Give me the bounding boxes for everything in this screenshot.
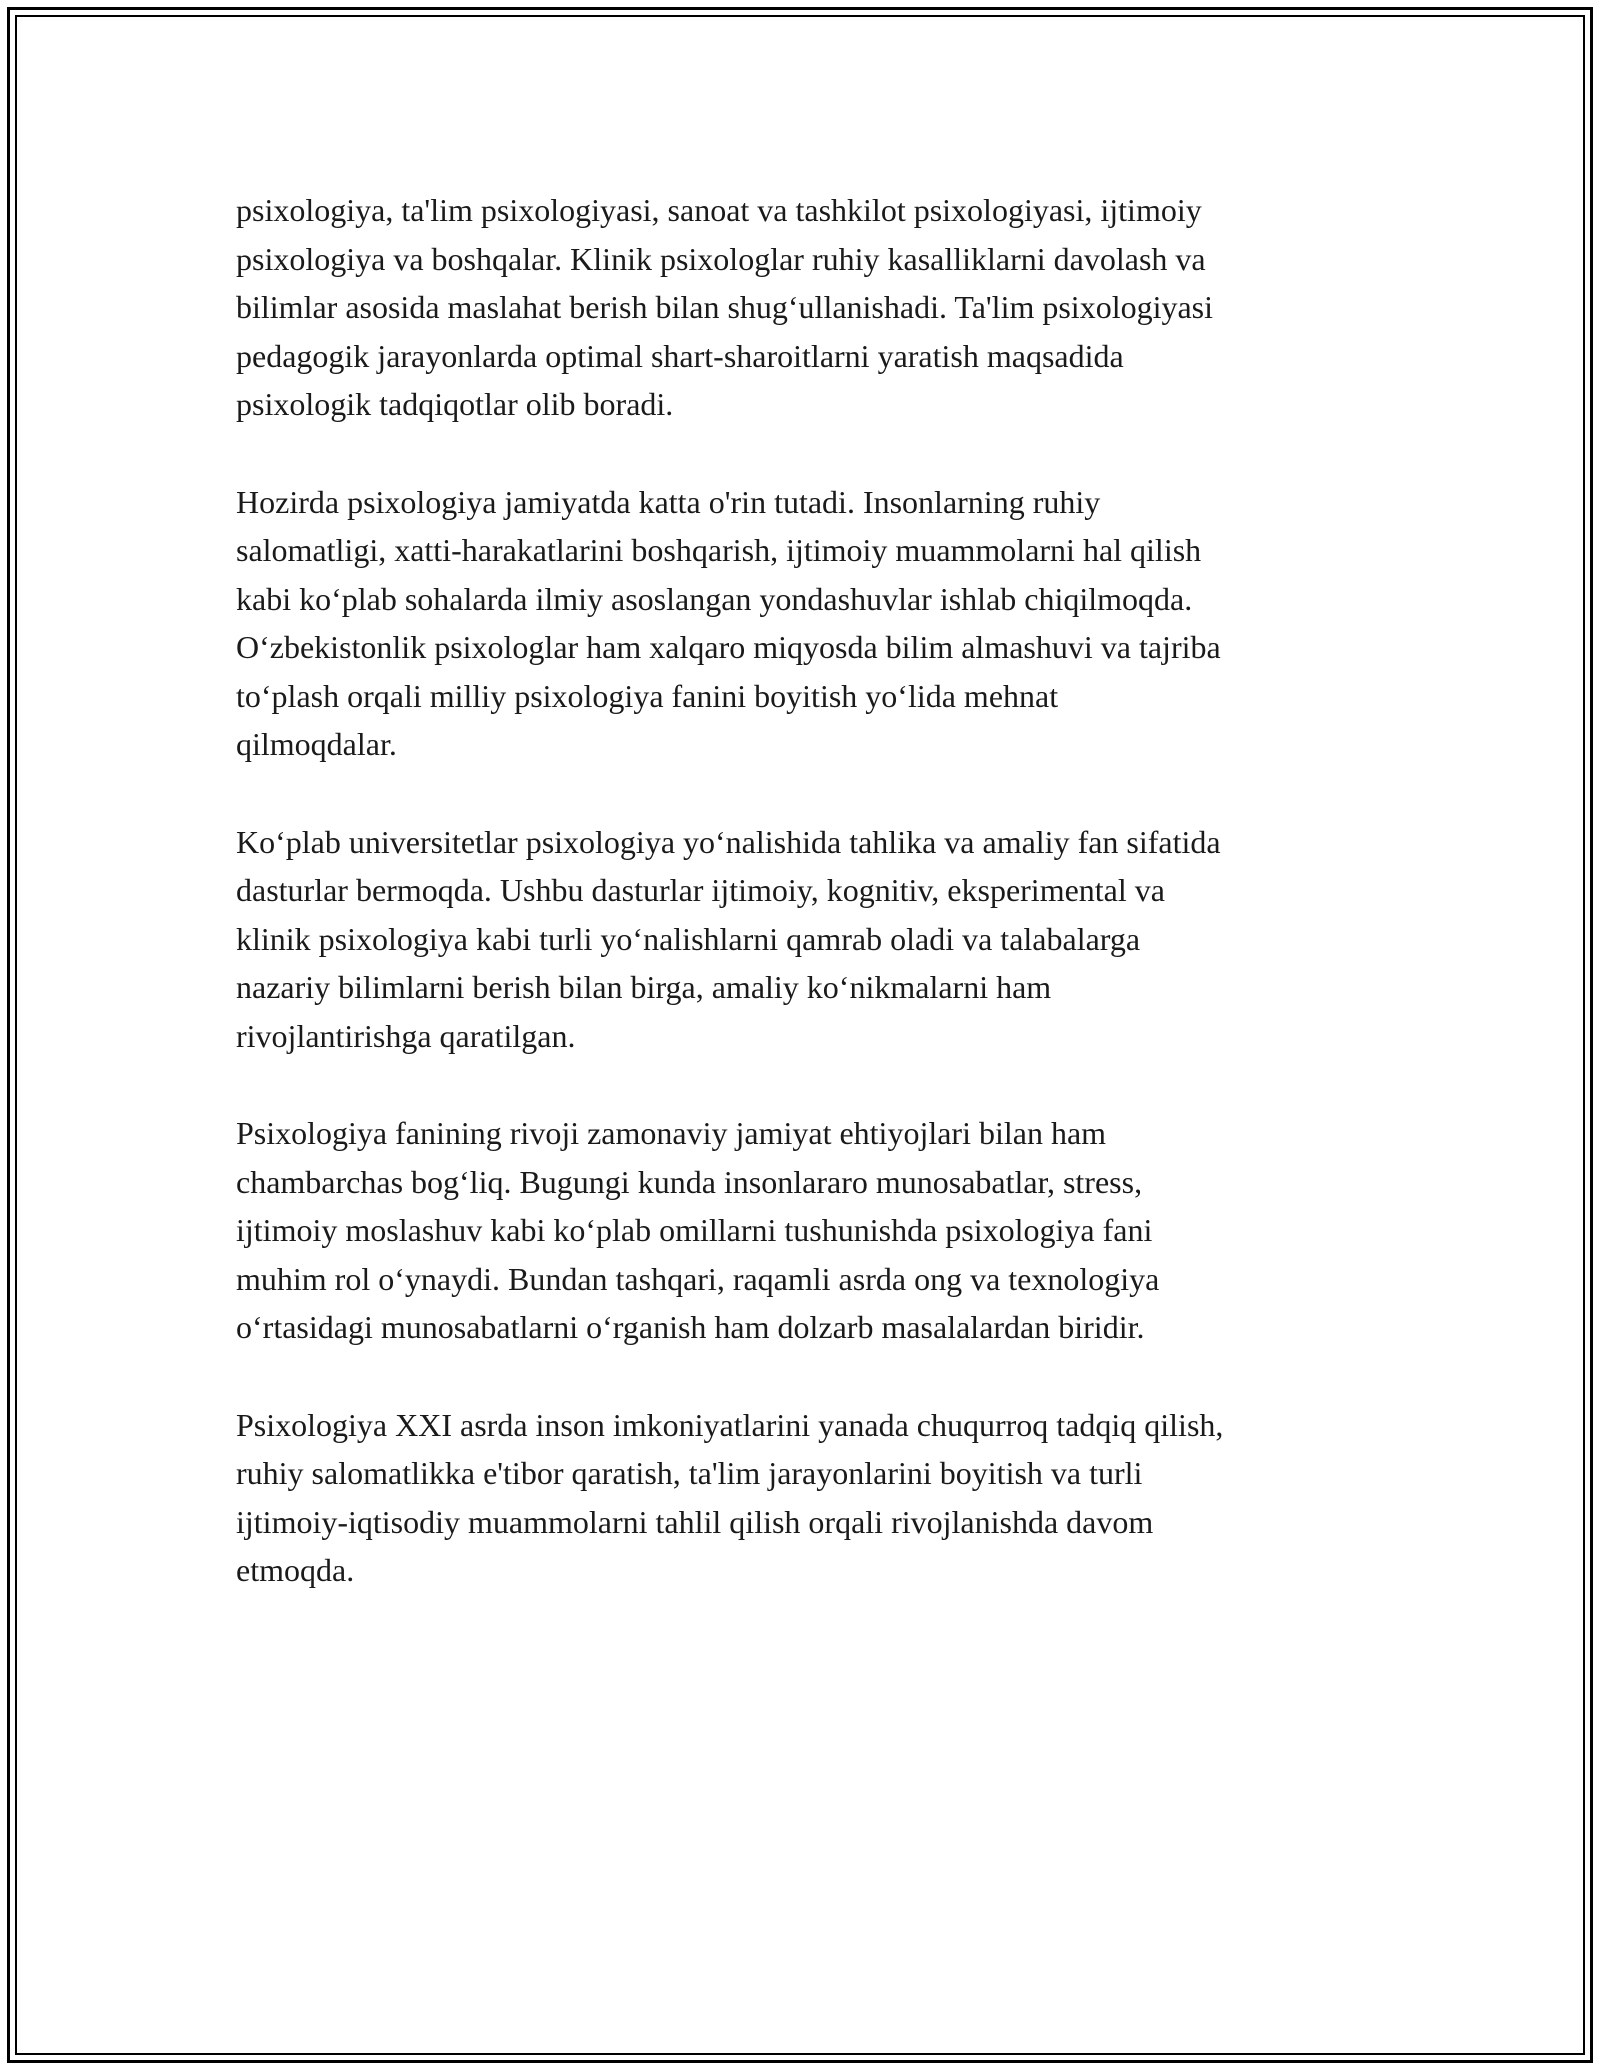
text-line: dasturlar bermoqda. Ushbu dasturlar ijtimoiy, kognitiv, eksperimental va xyxy=(236,872,1165,908)
text-line: klinik psixologiya kabi turli yo‘nalishlarni qamrab oladi va talabalarga xyxy=(236,920,1141,957)
text-line: bilimlar asosida maslahat berish bilan shug‘ullanishadi. Ta'lim psixologiyasi xyxy=(236,289,1214,325)
text-line: chambarchas bog‘liq. Bugungi kunda insonlararo munosabatlar, stress, xyxy=(236,1163,1143,1200)
text-line: etmoqda. xyxy=(236,1552,355,1588)
paragraph-4 xyxy=(236,1109,1386,1352)
text-line: muhim rol o‘ynaydi. Bundan tashqari, raqamli asrda ong va texnologiya xyxy=(236,1260,1160,1297)
text-line: psixologik tadqiqotlar olib boradi. xyxy=(236,386,674,422)
text-line: salomatligi, xatti-harakatlarini boshqarish, ijtimoiy muammolarni hal qilish xyxy=(236,532,1202,568)
document-body xyxy=(236,186,1386,1644)
text-line: rivojlantirishga qaratilgan. xyxy=(236,1017,576,1054)
paragraph-5 xyxy=(236,1401,1386,1595)
text-line: psixologiya, ta'lim psixologiyasi, sanoat va tashkilot psixologiyasi, ijtimoiy xyxy=(236,192,1202,228)
text-line: pedagogik jarayonlarda optimal shart-sharoitlarni yaratish maqsadida xyxy=(236,337,1124,374)
text-line: psixologiya va boshqalar. Klinik psixologlar ruhiy kasalliklarni davolash va xyxy=(236,240,1206,277)
paragraph-1 xyxy=(236,186,1386,429)
text-line: Psixologiya XXI asrda inson imkoniyatlarini yanada chuqurroq tadqiq qilish, xyxy=(236,1406,1224,1443)
text-line: O‘zbekistonlik psixologlar ham xalqaro miqyosda bilim almashuvi va tajriba xyxy=(236,629,1221,665)
text-line: Psixologiya fanining rivoji zamonaviy jamiyat ehtiyojlari bilan ham xyxy=(236,1115,1107,1151)
text-line: to‘plash orqali milliy psixologiya fanini boyitish yo‘lida mehnat xyxy=(236,677,1059,714)
text-line: ruhiy salomatlikka e'tibor qaratish, ta'lim jarayonlarini boyitish va turli xyxy=(236,1455,1143,1491)
paragraph-2 xyxy=(236,478,1386,769)
text-line: qilmoqdalar. xyxy=(236,726,397,762)
text-line: nazariy bilimlarni berish bilan birga, amaliy ko‘nikmalarni ham xyxy=(236,969,1052,1005)
text-line: kabi ko‘plab sohalarda ilmiy asoslangan yondashuvlar ishlab chiqilmoqda. xyxy=(236,580,1193,617)
text-line: Hozirda psixologiya jamiyatda katta o'rin tutadi. Insonlarning ruhiy xyxy=(236,483,1101,520)
text-line: ijtimoiy moslashuv kabi ko‘plab omillarni tushunishda psixologiya fani xyxy=(236,1212,1153,1248)
text-line: ijtimoiy-iqtisodiy muammolarni tahlil qilish orqali rivojlanishda davom xyxy=(236,1503,1154,1540)
paragraph-3 xyxy=(236,818,1386,1061)
text-line: o‘rtasidagi munosabatlarni o‘rganish ham dolzarb masalalardan biridir. xyxy=(236,1309,1145,1345)
text-line: Ko‘plab universitetlar psixologiya yo‘nalishida tahlika va amaliy fan sifatida xyxy=(236,823,1221,860)
